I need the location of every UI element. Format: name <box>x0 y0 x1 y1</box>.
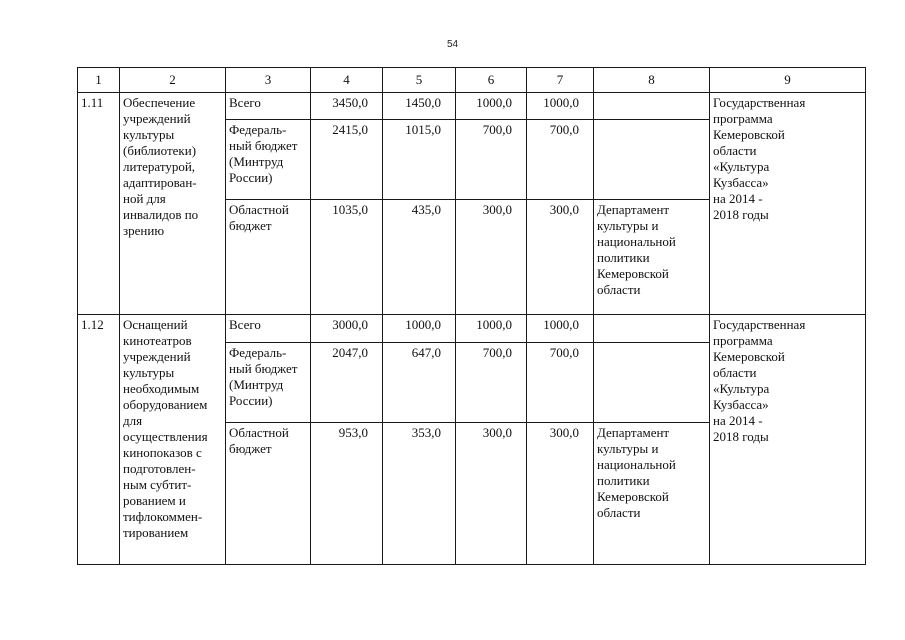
measure-name-line: необходимым <box>123 381 200 396</box>
executor-cell <box>594 315 710 343</box>
row-code: 1.11 <box>78 93 120 315</box>
table-row <box>78 315 866 343</box>
value-col6: 700,0 <box>456 120 527 200</box>
program-line: Кемеровской <box>713 349 785 364</box>
value-col5: 1015,0 <box>383 120 456 200</box>
program-line: на 2014 - <box>713 191 763 206</box>
value-col5: 1000,0 <box>383 315 456 343</box>
executor-line: Кемеровской <box>597 489 669 504</box>
value-col5: 353,0 <box>383 423 456 565</box>
value-col6: 700,0 <box>456 343 527 423</box>
value-col7: 300,0 <box>527 200 594 315</box>
page-number: 54 <box>446 39 459 50</box>
measure-name-line: ным субтит- <box>123 477 192 492</box>
value-col4: 3000,0 <box>311 315 383 343</box>
funding-source-line: Областной <box>229 425 289 440</box>
column-header: 8 <box>594 68 710 93</box>
executor-line: политики <box>597 250 650 265</box>
executor-cell <box>594 120 710 200</box>
funding-source-line: Всего <box>229 95 261 110</box>
measure-name-line: тированием <box>123 525 189 540</box>
measure-name-line: осуществления <box>123 429 208 444</box>
funding-source-line: (Минтруд <box>229 377 284 392</box>
column-header: 2 <box>120 68 226 93</box>
program-line: 2018 годы <box>713 429 769 444</box>
measure-name-line: литературой, <box>123 159 196 174</box>
executor-line: культуры и <box>597 218 659 233</box>
measure-name-line: культуры <box>123 365 175 380</box>
program-line: Государственная <box>713 95 806 110</box>
executor-cell <box>594 93 710 120</box>
value-col7: 700,0 <box>527 343 594 423</box>
program-cell <box>710 93 866 315</box>
funding-source-line: (Минтруд <box>229 154 284 169</box>
column-header: 4 <box>311 68 383 93</box>
column-header: 3 <box>226 68 311 93</box>
column-header: 6 <box>456 68 527 93</box>
measure-name-line: адаптирован- <box>123 175 197 190</box>
executor-cell <box>594 423 710 565</box>
funding-source-line: Федераль- <box>229 345 287 360</box>
executor-line: Департамент <box>597 425 670 440</box>
row-code: 1.12 <box>78 315 120 565</box>
funding-source-line: Всего <box>229 317 261 332</box>
funding-source <box>226 200 311 315</box>
measure-name-line: (библиотеки) <box>123 143 197 158</box>
funding-source <box>226 93 311 120</box>
value-col4: 2047,0 <box>311 343 383 423</box>
measure-name <box>120 315 226 565</box>
measure-name-line: зрению <box>123 223 165 238</box>
value-col4: 953,0 <box>311 423 383 565</box>
funding-source-line: России) <box>229 170 273 185</box>
executor-line: национальной <box>597 457 676 472</box>
header-row <box>78 68 866 93</box>
value-col5: 435,0 <box>383 200 456 315</box>
funding-source-line: бюджет <box>229 218 272 233</box>
measure-name <box>120 93 226 315</box>
funding-source <box>226 343 311 423</box>
value-col6: 1000,0 <box>456 93 527 120</box>
program-cell <box>710 315 866 565</box>
value-col4: 2415,0 <box>311 120 383 200</box>
program-line: области <box>713 365 757 380</box>
value-col7: 1000,0 <box>527 93 594 120</box>
measure-name-line: кинопоказов с <box>123 445 202 460</box>
funding-source-line: Областной <box>229 202 289 217</box>
program-line: «Культура <box>713 159 770 174</box>
measure-name-line: учреждений <box>123 111 191 126</box>
funding-source-line: Федераль- <box>229 122 287 137</box>
value-col4: 1035,0 <box>311 200 383 315</box>
table-row <box>78 93 866 120</box>
funding-source-line: бюджет <box>229 441 272 456</box>
measure-name-line: оборудованием <box>123 397 208 412</box>
executor-cell <box>594 200 710 315</box>
program-line: Кузбасса» <box>713 397 769 412</box>
executor-line: культуры и <box>597 441 659 456</box>
value-col5: 1450,0 <box>383 93 456 120</box>
funding-source <box>226 423 311 565</box>
column-header: 5 <box>383 68 456 93</box>
funding-source-line: России) <box>229 393 273 408</box>
column-header: 9 <box>710 68 866 93</box>
program-line: 2018 годы <box>713 207 769 222</box>
value-col4: 3450,0 <box>311 93 383 120</box>
program-line: «Культура <box>713 381 770 396</box>
measure-name-line: подготовлен- <box>123 461 196 476</box>
value-col6: 1000,0 <box>456 315 527 343</box>
funding-source-line: ный бюджет <box>229 138 298 153</box>
value-col7: 700,0 <box>527 120 594 200</box>
measure-name-line: Обеспечение <box>123 95 196 110</box>
program-line: программа <box>713 333 773 348</box>
executor-cell <box>594 343 710 423</box>
executor-line: национальной <box>597 234 676 249</box>
measure-name-line: кинотеатров <box>123 333 192 348</box>
measure-name-line: ной для <box>123 191 166 206</box>
executor-line: области <box>597 282 641 297</box>
executor-line: области <box>597 505 641 520</box>
column-header: 1 <box>78 68 120 93</box>
program-table <box>77 67 866 565</box>
program-line: Государственная <box>713 317 806 332</box>
program-line: Кузбасса» <box>713 175 769 190</box>
program-line: программа <box>713 111 773 126</box>
funding-source <box>226 120 311 200</box>
executor-line: Департамент <box>597 202 670 217</box>
measure-name-line: тифлокоммен- <box>123 509 203 524</box>
measure-name-line: культуры <box>123 127 175 142</box>
value-col7: 300,0 <box>527 423 594 565</box>
funding-source <box>226 315 311 343</box>
program-line: области <box>713 143 757 158</box>
column-header: 7 <box>527 68 594 93</box>
value-col6: 300,0 <box>456 423 527 565</box>
measure-name-line: рованием и <box>123 493 186 508</box>
executor-line: политики <box>597 473 650 488</box>
measure-name-line: учреждений <box>123 349 191 364</box>
value-col6: 300,0 <box>456 200 527 315</box>
measure-name-line: инвалидов по <box>123 207 199 222</box>
program-line: на 2014 - <box>713 413 763 428</box>
program-line: Кемеровской <box>713 127 785 142</box>
measure-name-line: для <box>123 413 143 428</box>
measure-name-line: Оснащений <box>123 317 188 332</box>
value-col5: 647,0 <box>383 343 456 423</box>
funding-source-line: ный бюджет <box>229 361 298 376</box>
value-col7: 1000,0 <box>527 315 594 343</box>
executor-line: Кемеровской <box>597 266 669 281</box>
